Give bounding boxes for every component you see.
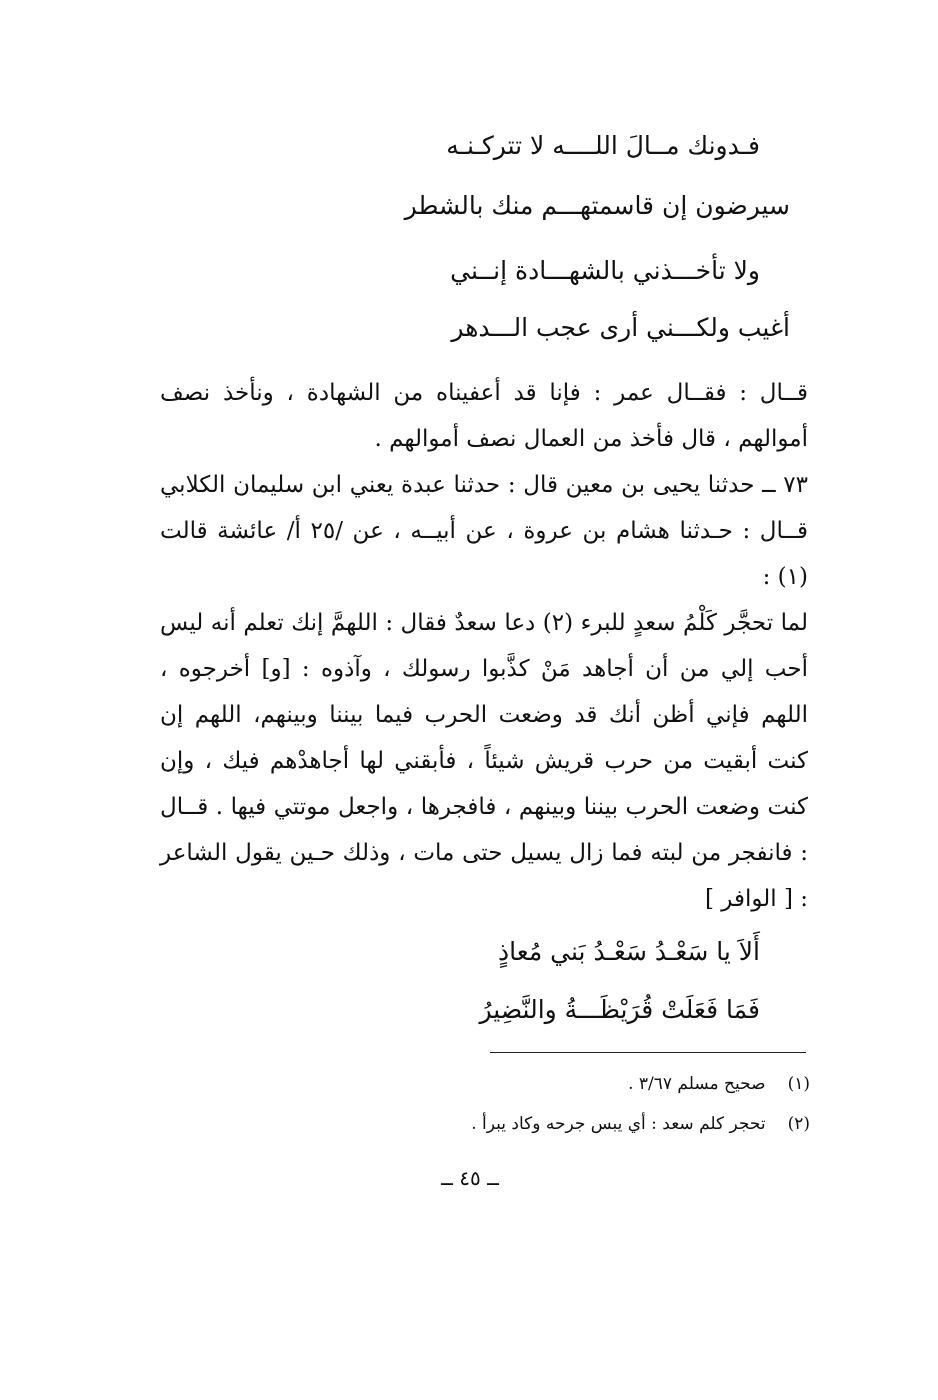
verse-line-2: سيرضون إن قاسمتهـــم منك بالشطر [404, 191, 790, 220]
paragraph-umar: قــال : فقــال عمر : فإنا قد أعفيناه من الشهادة ، ونأخذ نصف أموالهم ، قال فأخذ من العمال نصف أموالهم . [160, 380, 808, 452]
page-number: ــ ٤٥ ــ [441, 1166, 499, 1190]
paragraph-saad-prayer: لما تحجَّر كَلْمُ سعدٍ للبرء (٢) دعا سعدٌ فقال : اللهمَّ إنك تعلم أنه ليس أحب إلي من أن أجاهد مَنْ كذَّبوا رسولك ، وآذوه : [و] أخرجوه ، اللهم فإني أظن أنك قد وضعت الحرب فيما بيننا وبينهم، اللهم إن كنت أبقيت من حرب قريش شيئاً ، فأبقني لها أجاهدْهم فيك ، وإن كنت وضعت الحرب بيننا وبينهم ، فافجرها ، واجعل موتتي فيها . قــال : فانفجر من لبته فما زال يسيل حتى مات ، وذلك حـين يقول الشاعر : [ الوافر ] [160, 610, 808, 912]
footnote-1 [628, 1072, 810, 1096]
footnote-number: (١) [787, 1074, 810, 1094]
verse-line-6: فَمَا فَعَلَتْ قُرَيْظَـــةُ والنَّضِيرُ [479, 995, 760, 1024]
footnote-number: (٢) [787, 1114, 810, 1134]
verse-line-4: أغيب ولكـــني أرى عجب الـــدهر [451, 313, 790, 342]
verse-line-3: ولا تأخـــذني بالشهـــادة إنــني [450, 256, 760, 285]
verse-line-1: فـدونك مــالَ اللــــه لا تتركـنـه [446, 131, 760, 160]
footnote-divider [490, 1052, 806, 1053]
footnote-text: صحيح مسلم ٣/٦٧ . [628, 1074, 766, 1094]
paragraph-hadith-73: ٧٣ ــ حدثنا يحيى بن معين قال : حدثنا عبدة يعني ابن سليمان الكلابي قــال : حـدثنا هشام بن عروة ، عن أبيــه ، عن /٢٥ أ/ عائشة قالت (١) : [160, 472, 809, 590]
verse-line-5: أَلاَ يا سَعْـدُ سَعْـدُ بَني مُعاذٍ [498, 937, 760, 966]
footnote-text: تحجر كلم سعد : أي يبس جرحه وكاد يبرأ . [471, 1114, 766, 1134]
footnote-2 [471, 1112, 810, 1136]
